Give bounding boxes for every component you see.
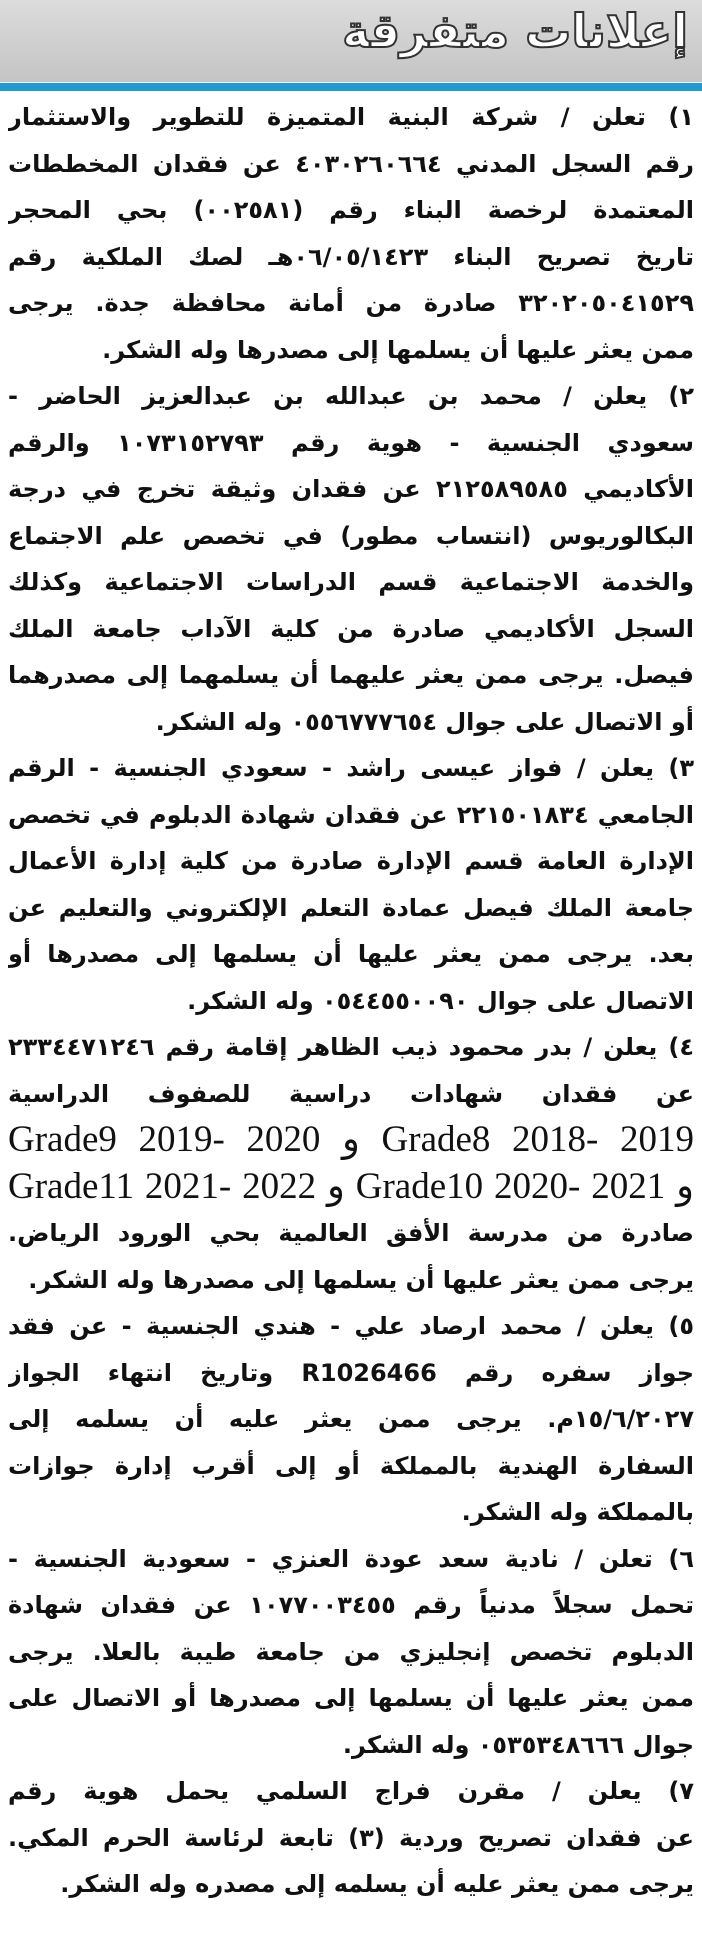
ad-text-line: يرجى ممن يعثر عليه أن يسلمه إلى مصدره وله الشكر. [60,1870,694,1898]
ad-text-line: ممن يعثر عليها أن يسلمها إلى مصدرها أو الاتصال على [8,1684,694,1712]
ad-text-line: ممن يعثر عليها أن يسلمها إلى مصدرها وله الشكر. [102,335,694,364]
ad-text-line: ١٥/٦/٢٠٢٧م. يرجى ممن يعثر عليه أن يسلمه إلى [8,1405,694,1433]
ad-text-line: الدبلوم تخصص إنجليزي من جامعة طيبة بالعلا. يرجى [8,1637,694,1666]
ad-text-line: رقم السجل المدني ٤٠٣٠٢٦٠٦٦٤ عن فقدان المخططات [8,149,694,178]
ad-text-line: الاتصال على جوال ٠٥٤٤٥٥٠٠٩٠ وله الشكر. [187,986,694,1015]
ad-text-line: ٣) يعلن / فواز عيسى راشد - سعودي الجنسية - الرقم [8,754,694,782]
ad-text-line: المعتمدة لرخصة البناء رقم (٠٠٢٥٨١) بحي المحجر [8,196,694,224]
ad-text-line: عن فقدان تصريح وردية (٣) تابعة لرئاسة الحرم المكي. [8,1823,694,1852]
section-header [0,0,702,82]
ad-text-line: البكالوريوس (انتساب مطور) في تخصص علم الاجتماع [8,521,694,550]
ad-text-line: الإدارة العامة قسم الإدارة صادرة من كلية إدارة الأعمال [8,847,694,875]
ad-text-line: الأكاديمي ٢١٢٥٨٩٥٨٥ عن فقدان وثيقة تخرج في درجة [8,475,694,503]
ad-text-line: ٤) يعلن / بدر محمود ذيب الظاهر إقامة رقم ٢٣٣٤٤٧١٢٤٦ [8,1033,694,1061]
classified-ad [8,1303,694,1536]
ad-text-line: فيصل. يرجى ممن يعثر عليهما أن يسلمهما إلى مصدرهما [8,661,694,689]
classified-ad [8,745,694,1024]
ad-text-line: ٣٢٠٢٠٥٠٤١٥٢٩ صادرة من أمانة محافظة جدة. يرجى [8,289,694,317]
ad-text-line: و Grade10 2020- 2021 و Grade11 2021- 2022 [8,1165,694,1207]
ad-text-line: ٢) يعلن / محمد بن عبدالله بن عبدالعزيز الحاضر - [8,382,694,410]
ad-text-line: السجل الأكاديمي صادرة من كلية الآداب جامعة الملك [8,614,694,643]
ad-text-line: جوال ٠٥٣٥٣٤٨٦٦٦ وله الشكر. [342,1730,694,1759]
ad-text-line: Grade8 2018- 2019 و Grade9 2019- 2020 [8,1119,694,1160]
ad-text-line: أو الاتصال على جوال ٠٥٥٦٧٧٧٦٥٤ وله الشكر. [155,707,694,736]
ad-text-line: جواز سفره رقم R1026466 وتاريخ انتهاء الجواز [8,1358,694,1387]
ad-text-line: ٧) يعلن / مقرن فراج السلمي يحمل هوية رقم [8,1777,694,1805]
ad-text-line: الجامعي ٢٢١٥٠١٨٣٤ عن فقدان شهادة الدبلوم في تخصص [8,800,694,829]
section-title: إعلانات متفرقة [342,4,688,58]
ad-text-line: السفارة الهندية بالمملكة أو إلى أقرب إدارة جوازات [8,1451,694,1480]
classified-ads-list [8,94,694,1908]
ad-text-line: صادرة من مدرسة الأفق العالمية بحي الورود الرياض. [8,1219,694,1247]
ad-text-line: ١) تعلن / شركة البنية المتميزة للتطوير والاستثمار [8,103,694,131]
ad-text-line: تاريخ تصريح البناء ٠٦/٠٥/١٤٢٣هـ لصك الملكية رقم [8,242,694,271]
ad-text-line: يرجى ممن يعثر عليها أن يسلمها إلى مصدرها وله الشكر. [28,1265,694,1294]
ad-text-line: بعد. يرجى ممن يعثر عليها أن يسلمها إلى مصدرها أو [8,940,694,968]
ad-text-line: تحمل سجلاً مدنياً رقم ١٠٧٧٠٠٣٤٥٥ عن فقدان شهادة [8,1591,694,1619]
classified-ad [8,1024,694,1303]
ad-text-line: سعودي الجنسية - هوية رقم ١٠٧٣١٥٢٧٩٣ والرقم [8,428,694,457]
ad-text-line: ٦) تعلن / نادية سعد عودة العنزي - سعودية الجنسية - [8,1544,694,1573]
classified-ad [8,373,694,745]
ad-text-line: عن فقدان شهادات دراسية للصفوف الدراسية [8,1079,694,1108]
classified-ad [8,94,694,373]
ad-text-line: جامعة الملك فيصل عمادة التعلم الإلكتروني والتعليم عن [8,893,694,922]
ad-text-line: بالمملكة وله الشكر. [461,1498,694,1526]
classified-ad [8,1536,694,1769]
ad-text-line: ٥) يعلن / محمد ارصاد علي - هندي الجنسية - عن فقد [8,1312,694,1340]
header-divider [0,83,702,91]
ad-text-line: والخدمة الاجتماعية قسم الدراسات الاجتماعية وكذلك [8,568,694,596]
classified-ad [8,1768,694,1908]
